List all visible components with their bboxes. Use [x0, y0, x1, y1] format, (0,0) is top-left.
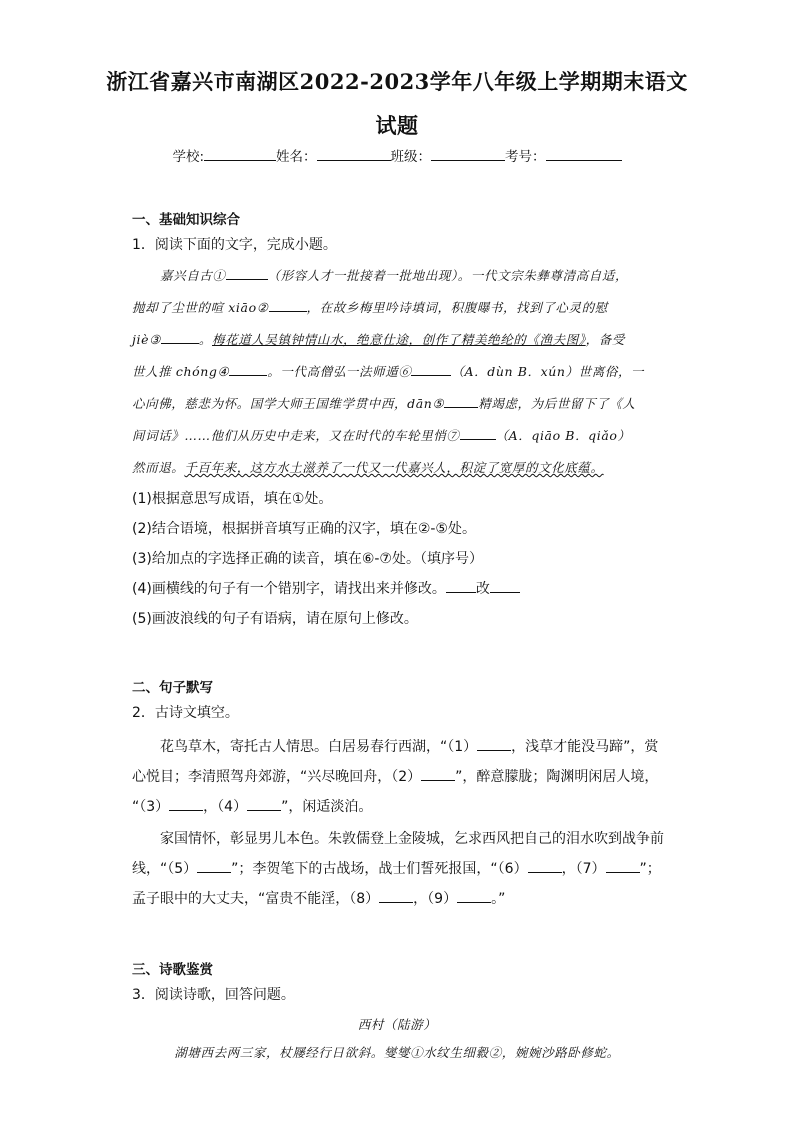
- dictation-blank-2[interactable]: [421, 767, 455, 781]
- blank-2[interactable]: [269, 298, 307, 312]
- dictation-line-6: 孟子眼中的大丈夫，“富贵不能淫，（8） ，（9） 。”: [132, 891, 506, 907]
- section-heading-basics: 一、基础知识综合: [132, 212, 240, 228]
- correct-char-blank[interactable]: [490, 579, 520, 593]
- name-label: 姓名：: [276, 149, 317, 165]
- exam-title-line2: 试题: [375, 113, 419, 138]
- passage-line-2: 抛却了尘世的喧 xiāo② ，在故乡梅里吟诗填词，积腹曝书，找到了心灵的慰: [132, 300, 608, 315]
- section-heading-poetry: 三、诗歌鉴赏: [132, 962, 213, 978]
- passage-line-4: 世人推 chóng④ 。一代高僧弘一法师遁⑥ （A．dùn B．xún）世离俗，一: [132, 364, 645, 379]
- section-heading-dictation: 二、句子默写: [132, 680, 213, 696]
- blank-7[interactable]: [460, 426, 496, 440]
- sub-question-4: (4)画横线的句子有一个错别字，请找出来并修改。 改: [132, 578, 672, 598]
- wrong-char-blank[interactable]: [446, 579, 476, 593]
- class-blank[interactable]: [431, 146, 505, 161]
- dictation-blank-3[interactable]: [169, 797, 203, 811]
- question-1-prompt: 1．阅读下面的文字，完成小题。: [132, 237, 337, 253]
- dictation-line-2: 心悦目；李清照驾舟郊游，“兴尽晚回舟，（2） ”，醉意朦胧；陶渊明闲居人境，: [132, 769, 659, 785]
- school-blank[interactable]: [204, 146, 276, 161]
- student-info-row: [0, 145, 794, 165]
- dictation-blank-7[interactable]: [606, 859, 640, 873]
- dictation-line-4: 家国情怀，彰显男儿本色。朱敦儒登上金陵城，乞求西风把自己的泪水吹到战争前: [160, 831, 664, 847]
- dictation-blank-4[interactable]: [247, 797, 281, 811]
- class-label: 班级：: [390, 149, 432, 165]
- blank-6[interactable]: [411, 362, 451, 376]
- passage-line-3: jiè③ 。梅花道人吴镇钟情山水，绝意仕途，创作了精美绝纶的《渔夫图》，备受: [132, 332, 625, 347]
- dictation-line-5: 线，“（5） ”；李贺笔下的古战场，战士们誓死报国，“（6） ，（7） ”；: [132, 861, 661, 877]
- poem-title: 西村（陆游）: [357, 1017, 437, 1032]
- wavy-underlined-sentence: 千百年来，这方水土滋养了一代又一代嘉兴人，积淀了宽厚的文化底蕴。: [184, 460, 604, 475]
- dictation-blank-9[interactable]: [457, 889, 491, 903]
- passage-line-6: 间词话》……他们从历史中走来，又在时代的车轮里悄⑦ （A．qiāo B．qiǎo）: [132, 428, 631, 443]
- dictation-blank-8[interactable]: [379, 889, 413, 903]
- exam-number-label: 考号：: [505, 149, 546, 165]
- dictation-line-1: 花鸟草木，寄托古人情思。白居易春行西湖，“（1） ，浅草才能没马蹄”，赏: [160, 739, 659, 755]
- dictation-blank-1[interactable]: [477, 737, 511, 751]
- exam-number-blank[interactable]: [546, 146, 622, 161]
- sub-question-2: (2)结合语境，根据拼音填写正确的汉字，填在②-⑤处。: [132, 521, 476, 537]
- passage-line-1: 嘉兴自古① （形容人才一批接着一批地出现）。一代文宗朱彝尊清高自适，: [160, 268, 629, 283]
- blank-1[interactable]: [226, 266, 268, 280]
- passage-line-5: 心向佛，慈悲为怀。国学大师王国维学贯中西，dān⑤ 精竭虑，为后世留下了《人: [132, 396, 636, 411]
- dictation-blank-5[interactable]: [197, 859, 231, 873]
- sub-question-3: (3)给加点的字选择正确的读音，填在⑥-⑦处。（填序号）: [132, 551, 483, 567]
- sub-question-5: (5)画波浪线的句子有语病，请在原句上修改。: [132, 611, 418, 627]
- passage-line-7: 然而退。千百年来，这方水土滋养了一代又一代嘉兴人，积淀了宽厚的文化底蕴。: [132, 460, 604, 475]
- dictation-blank-6[interactable]: [528, 859, 562, 873]
- question-2-prompt: 2．古诗文填空。: [132, 705, 239, 721]
- sub-question-1: (1)根据意思写成语，填在①处。: [132, 491, 333, 507]
- question-3-prompt: 3．阅读诗歌，回答问题。: [132, 987, 295, 1003]
- name-blank[interactable]: [317, 146, 391, 161]
- underlined-sentence: 梅花道人吴镇钟情山水，绝意仕途，创作了精美绝纶的《渔夫图》: [212, 332, 586, 347]
- blank-5[interactable]: [444, 394, 478, 408]
- poem-line: 湖塘西去两三家，杖屦经行日欲斜。燮燮①水纹生细縠②，婉婉沙路卧修蛇。: [174, 1045, 620, 1060]
- school-label: 学校:: [172, 149, 205, 165]
- blank-4[interactable]: [229, 362, 267, 376]
- exam-title-line1: 浙江省嘉兴市南湖区2022-2023学年八年级上学期期末语文: [106, 69, 688, 94]
- dictation-line-3: “（3） ，（4） ”，闲适淡泊。: [132, 799, 373, 815]
- blank-3[interactable]: [161, 330, 199, 344]
